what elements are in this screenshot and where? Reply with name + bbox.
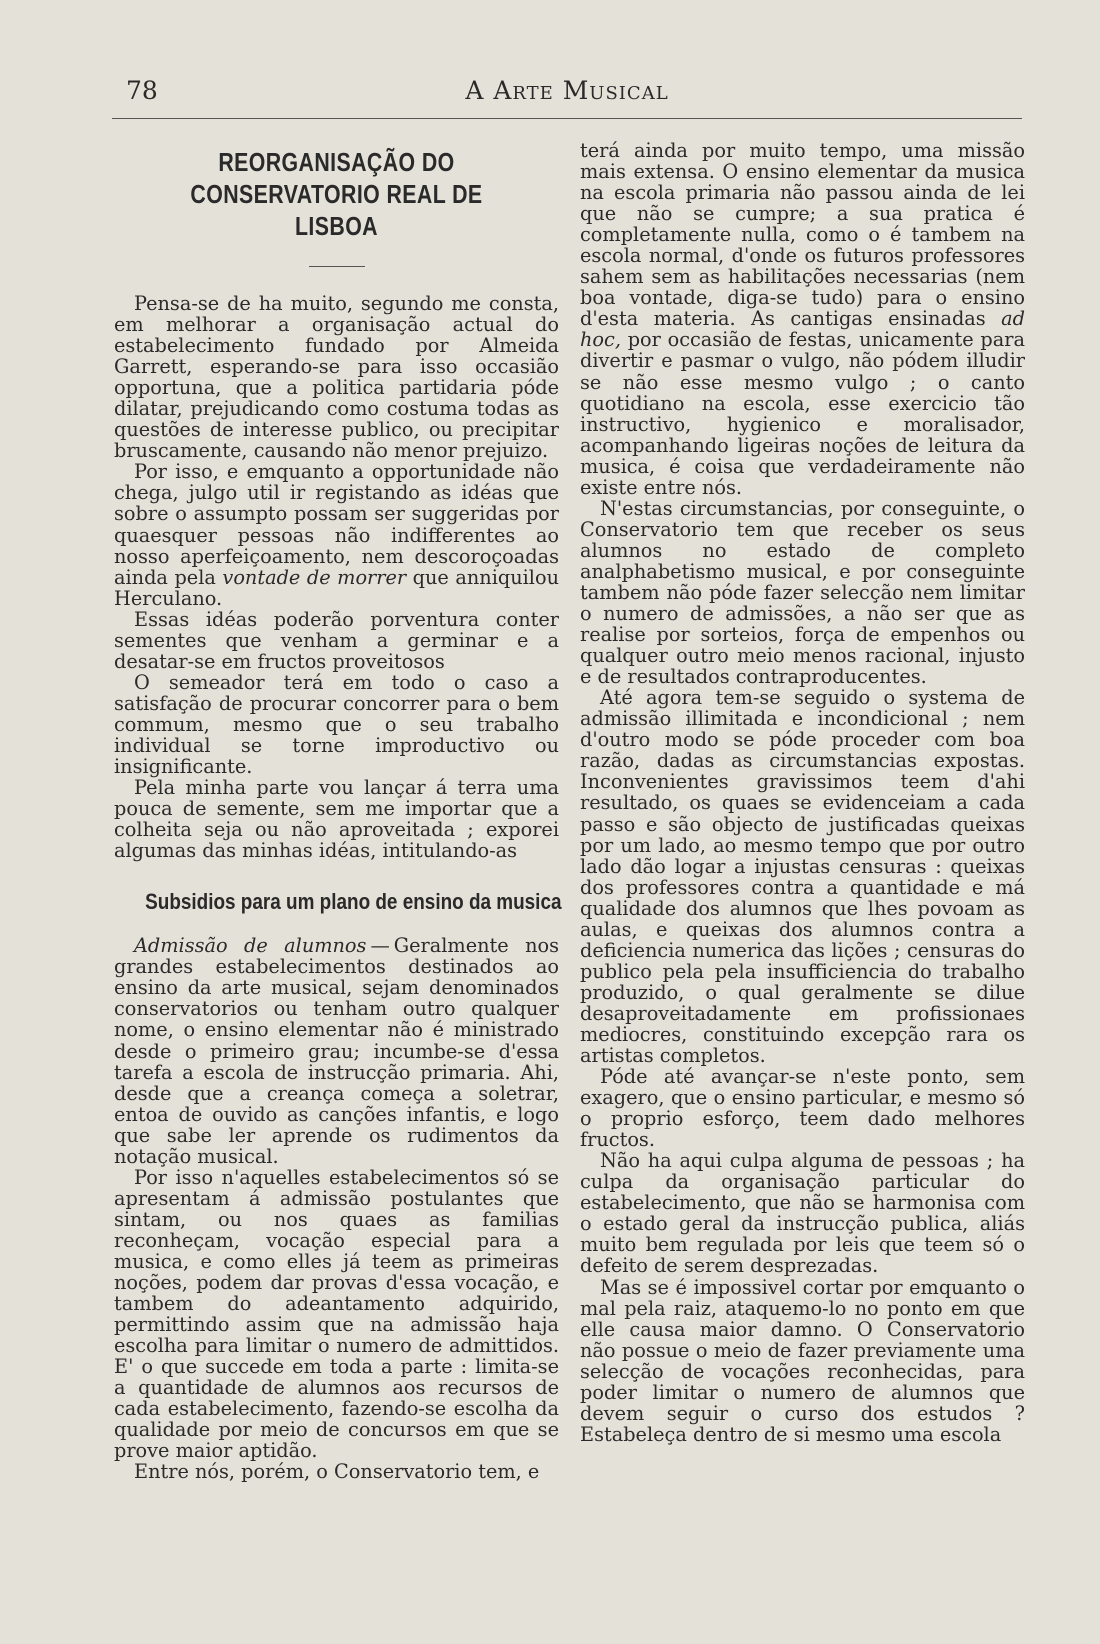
paragraph: Entre nós, porém, o Conservatorio tem, e (134, 1460, 540, 1484)
left-column (114, 140, 562, 1484)
paragraph (114, 935, 559, 1167)
paragraph: N'estas circumstancias, por conseguinte, o Conservatorio tem que receber os seus alumnos no estado de completo analphabetismo musical, e por conseguinte tambem não póde fazer selecção nem limitar o numero de admissões, a não ser que as realise por sorteios, força de empenhos ou qualquer outro meio menos racional, injusto e de resultados contraproducentes. (580, 496, 1025, 689)
paragraph-text: por occasião de festas, unicamente para divertir e pasmar o vulgo, não pódem illudir se não esse mesmo vulgo ; o canto quotidiano na escola, esse exercicio tão instructivo, hygienico e moralisador, acompanhando ligeiras noções de leitura da musica, é coisa que verdadeiramente não existe entre nós. (580, 328, 1025, 499)
italic-lead: Admissão de alumnos (134, 934, 367, 958)
paragraph: Essas idéas poderão porventura conter sementes que venham a germinar e a desatar-se em fructos proveitosos (114, 607, 559, 673)
em-dash: — (370, 934, 390, 958)
paragraph: Pensa-se de ha muito, segundo me consta, em melhorar a organisação actual do estabelecimento fundado por Almeida Garrett, esperando-se para isso occasião opportuna, que a politica partidaria póde dilatar, prejudicando como costuma todas as questões de interesse publico, ou precipitar bruscamente, causando não menor prejuizo. (114, 292, 559, 463)
article-title: REORGANISAÇÃO DO CONSERVATORIO REAL DE LISBOA (190, 147, 483, 241)
header-rule (112, 118, 1022, 119)
paragraph-text: terá ainda por muito tempo, uma missão mais extensa. O ensino elementar da musica na escola primaria não passou ainda de lei que não se cumpre; a sua pratica é completamente nulla, como o é tambem na escola normal, d'onde os futuros professores sahem sem as habilitações necessarias (nem boa vontade, diga-se tudo) para o ensino d'esta materia. As cantigas ensinadas (580, 139, 1025, 331)
page-header (112, 76, 1022, 106)
paragraph-text: Geralmente nos grandes estabelecimentos destinados ao ensino da arte musical, sejam denominados conservatorios ou tenham outro qualquer nome, o ensino elementar não é ministrado desde o primeiro grau; incumbe-se d'essa tarefa a escola de instrucção primaria. Ahi, desde que a creança começa a soletrar, entoa de ouvido as canções infantis, e logo que sabe ler aprende os rudimentos da notação musical. (114, 934, 559, 1168)
paragraph: Póde até avançar-se n'este ponto, sem exagero, que o ensino particular, e mesmo só o proprio esforço, teem dado melhores fructos. (580, 1065, 1025, 1152)
paragraph-text: que anniquilou Herculano. (114, 565, 559, 610)
section-heading: Subsidios para um plano de ensino da musica (145, 889, 562, 915)
paragraph: Não ha aqui culpa alguma de pessoas ; ha culpa da organisação particular do estabelecimento, que não se harmonisa com o estado geral da instrucção publica, aliás muito bem regulada por leis que teem só o defeito de serem desprezadas. (580, 1149, 1025, 1278)
paragraph-text: Por isso, e emquanto a opportunidade não chega, julgo util ir registando as idéas que sobre o assumpto possam ser suggeridas por quaesquer pessoas não indifferentes ao nosso aperfeiçoamento, nem descoroçoadas ainda pela (114, 460, 559, 589)
paragraph (580, 140, 1025, 498)
paragraph: Por isso n'aquelles estabelecimentos só se apresentam á admissão postulantes que sintam, ou nos quaes as familias reconheçam, vocação especial para a musica, e como elles já teem as primeiras noções, podem dar provas d'essa vocação, e tambem do adeantamento adquirido, permittindo assim que na admissão haja escolha para limitar o numero de admittidos. E' o que succede em toda a parte : limita-se a quantidade de alumnos aos recursos de cada estabelecimento, fazendo-se escolha da qualidade por meio de concursos em que se prove maior aptidão. (114, 1165, 559, 1463)
italic-phrase: ad hoc, (580, 307, 1025, 352)
right-column (580, 140, 1025, 1445)
paragraph: Até agora tem-se seguido o systema de admissão illimitada e incondicional ; nem d'outro modo se póde proceder com boa razão, dadas as circumstancias expostas. Inconvenientes gravissimos teem d'ahi resultado, os quaes se evidenceiam a cada passo e são objecto de justificadas queixas por um lado, ao mesmo tempo que por outro lado dão logar a injustas censuras : queixas dos professores contra a quantidade e má qualidade dos alumnos que lhes povoam as aulas, e queixas dos alumnos contra a deficiencia numerica das lições ; censuras do publico pela pela insufficiencia do trabalho produzido, o qual geralmente se dilue desaproveitadamente em profissionaes mediocres, constituindo excepção rara os artistas completos. (580, 686, 1025, 1068)
italic-phrase: vontade de morrer (222, 565, 407, 589)
title-divider (309, 266, 365, 267)
paragraph (114, 461, 559, 608)
paragraph: Pela minha parte vou lançar á terra uma pouca de semente, sem me importar que a colheita seja ou não aproveitada ; exporei algumas das minhas idéas, intitulando-as (114, 776, 559, 863)
page-number: 78 (126, 76, 158, 105)
paragraph: Mas se é impossivel cortar por emquanto o mal pela raiz, ataquemo-lo no ponto em que elle causa maior damno. O Conservatorio não possue o meio de fazer previamente uma selecção de vocações reconhecidas, para poder limitar o numero de alumnos que devem seguir o curso dos estudos ? Estabeleça dentro de si mesmo uma escola (580, 1275, 1025, 1446)
paragraph: O semeador terá em todo o caso a satisfação de procurar concorrer para o bem commum, mesmo que o seu trabalho individual se torne improductivo ou insignificante. (114, 670, 559, 779)
running-title: A Arte Musical (465, 76, 669, 105)
